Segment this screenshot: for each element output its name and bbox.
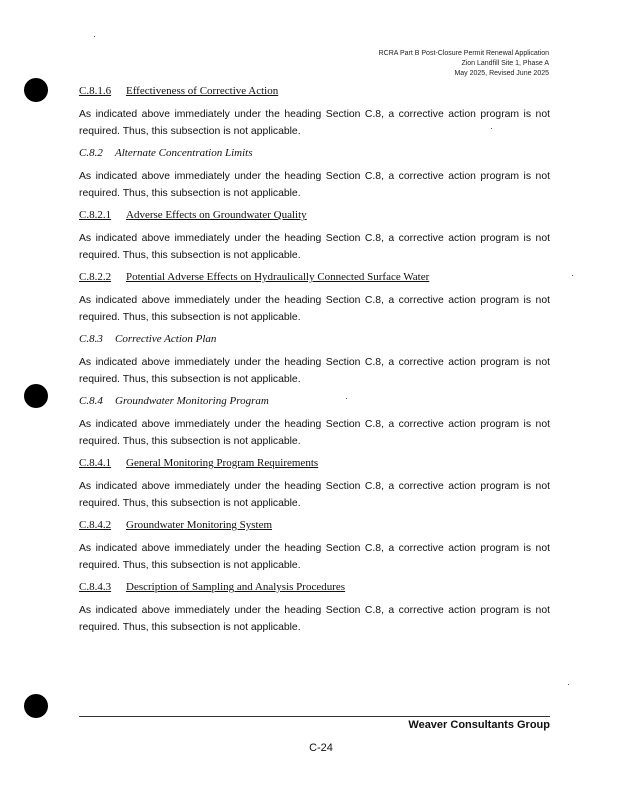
section-title: Description of Sampling and Analysis Procedures	[126, 581, 346, 593]
header-line-1: RCRA Part B Post-Closure Permit Renewal Application	[378, 50, 549, 57]
section-paragraph	[79, 416, 550, 450]
section	[79, 456, 550, 512]
section-heading	[79, 456, 550, 470]
paragraph-line: As indicated above immediately under the heading Section C.8, a corrective action program is	[79, 109, 532, 120]
section-heading	[79, 580, 550, 594]
section-number: C.8.3	[79, 333, 103, 345]
section-title: Groundwater Monitoring Program	[115, 395, 269, 407]
section-number: C.8.2	[79, 147, 103, 159]
section-number: C.8.2.2	[79, 271, 112, 283]
section-paragraph	[79, 478, 550, 512]
section-paragraph	[79, 354, 550, 388]
paragraph-line: not required. Thus, this subsection is not applicable.	[79, 543, 550, 571]
section-heading	[79, 270, 550, 284]
page-number: C-24	[309, 742, 333, 754]
paragraph-line: As indicated above immediately under the heading Section C.8, a corrective action program is	[79, 233, 532, 244]
paragraph-line: not required. Thus, this subsection is not applicable.	[79, 295, 550, 323]
header-line-2: Zion Landfill Site 1, Phase A	[461, 60, 549, 67]
paragraph-line: not required. Thus, this subsection is not applicable.	[79, 109, 550, 137]
section-paragraph	[79, 292, 550, 326]
section-number: C.8.4.2	[79, 519, 112, 531]
section-heading	[79, 394, 550, 408]
section	[79, 208, 550, 264]
paragraph-line: As indicated above immediately under the heading Section C.8, a corrective action program is	[79, 295, 532, 306]
scan-speck	[568, 684, 569, 685]
section-paragraph	[79, 230, 550, 264]
scan-speck	[572, 275, 573, 276]
document-header	[379, 49, 549, 79]
section-paragraph	[79, 602, 550, 636]
section-title: Effectiveness of Corrective Action	[126, 85, 279, 97]
footer-rule	[79, 716, 550, 717]
paragraph-line: not required. Thus, this subsection is not applicable.	[79, 605, 550, 633]
section-title: General Monitoring Program Requirements	[126, 457, 319, 469]
section	[79, 518, 550, 574]
header-line-3: May 2025, Revised June 2025	[454, 70, 549, 77]
section	[79, 580, 550, 636]
section-number: C.8.4.1	[79, 457, 112, 469]
section-title: Alternate Concentration Limits	[115, 147, 253, 159]
paragraph-line: not required. Thus, this subsection is not applicable.	[79, 419, 550, 447]
paragraph-line: As indicated above immediately under the heading Section C.8, a corrective action program is	[79, 543, 532, 554]
section-heading	[79, 518, 550, 532]
section-heading	[79, 208, 550, 222]
paragraph-line: As indicated above immediately under the heading Section C.8, a corrective action program is	[79, 171, 532, 182]
section-paragraph	[79, 540, 550, 574]
section	[79, 146, 550, 202]
section-number: C.8.1.6	[79, 85, 112, 97]
section-heading	[79, 332, 550, 346]
section-title: Potential Adverse Effects on Hydraulically Connected Surface Water	[126, 271, 430, 283]
paragraph-line: not required. Thus, this subsection is not applicable.	[79, 481, 550, 509]
binder-hole-middle	[24, 384, 48, 408]
footer-company: Weaver Consultants Group	[408, 719, 550, 731]
section	[79, 270, 550, 326]
section-paragraph	[79, 106, 550, 140]
section-heading	[79, 146, 550, 160]
section-title: Groundwater Monitoring System	[126, 519, 273, 531]
paragraph-line: As indicated above immediately under the heading Section C.8, a corrective action program is	[79, 481, 532, 492]
section-paragraph	[79, 168, 550, 202]
section-heading	[79, 84, 550, 98]
binder-hole-bottom	[24, 694, 48, 718]
paragraph-line: As indicated above immediately under the heading Section C.8, a corrective action program is	[79, 419, 532, 430]
paragraph-line: As indicated above immediately under the heading Section C.8, a corrective action program is	[79, 605, 532, 616]
paragraph-line: not required. Thus, this subsection is not applicable.	[79, 171, 550, 199]
section	[79, 84, 550, 140]
scan-speck	[94, 36, 95, 37]
section	[79, 394, 550, 450]
document-body	[79, 84, 550, 642]
section-title: Corrective Action Plan	[115, 333, 217, 345]
paragraph-line: not required. Thus, this subsection is not applicable.	[79, 233, 550, 261]
section-number: C.8.4	[79, 395, 103, 407]
paragraph-line: As indicated above immediately under the heading Section C.8, a corrective action program is	[79, 357, 532, 368]
section-number: C.8.4.3	[79, 581, 112, 593]
paragraph-line: not required. Thus, this subsection is not applicable.	[79, 357, 550, 385]
binder-hole-top	[24, 78, 48, 102]
section-number: C.8.2.1	[79, 209, 112, 221]
section-title: Adverse Effects on Groundwater Quality	[126, 209, 307, 221]
section	[79, 332, 550, 388]
